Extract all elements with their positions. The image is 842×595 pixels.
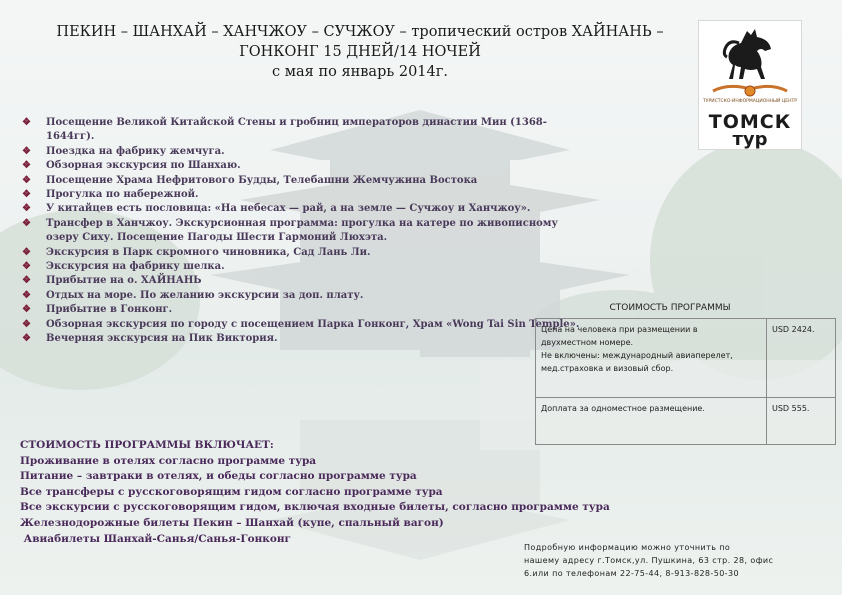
list-item: ❖ У китайцев есть пословица: «На небесах — рай, а на земле — Сучжоу и Ханчжоу». xyxy=(22,202,582,216)
includes-header: СТОИМОСТЬ ПРОГРАММЫ ВКЛЮЧАЕТ: xyxy=(20,439,274,451)
list-item: ❖ Обзорная экскурсия по Шанхаю. xyxy=(22,159,582,173)
diamond-bullet-icon: ❖ xyxy=(22,289,31,301)
program-list xyxy=(22,116,582,347)
list-item: ❖ Поездка на фабрику жемчуга. xyxy=(22,145,582,159)
diamond-bullet-icon: ❖ xyxy=(22,145,31,157)
title-line-1: ПЕКИН – ШАНХАЙ – ХАНЧЖОУ – СУЧЖОУ – тропический остров ХАЙНАНЬ – xyxy=(56,24,664,40)
contact-info: Подробную информацию можно уточнить по нашему адресу г.Томск,ул. Пушкина, 63 стр. 28, офис 6.или по телефонам 22-75-44, 8-913-828-50-30 xyxy=(524,543,774,578)
diamond-bullet-icon: ❖ xyxy=(22,203,31,215)
title-line-2: ГОНКОНГ 15 ДНЕЙ/14 НОЧЕЙ xyxy=(239,44,481,60)
list-item: ❖ Экскурсия на фабрику шелка. xyxy=(22,260,582,274)
includes-item: Все трансферы с русскоговорящим гидом согласно программе тура xyxy=(20,485,443,498)
list-item: ❖ Вечерняя экскурсия на Пик Виктория. xyxy=(22,332,582,346)
includes-section xyxy=(20,438,700,547)
diamond-bullet-icon: ❖ xyxy=(22,160,31,172)
price-value-cell: USD 2424. xyxy=(767,319,836,398)
diamond-bullet-icon: ❖ xyxy=(22,117,31,128)
logo-text-tomsk: ТОМСК xyxy=(708,111,792,133)
diamond-bullet-icon: ❖ xyxy=(22,304,31,316)
company-logo xyxy=(698,20,802,150)
list-item: ❖ Экскурсия в Парк скромного чиновника, Сад Лань Ли. xyxy=(22,246,582,260)
includes-item: Проживание в отелях согласно программе тура xyxy=(20,454,317,467)
diamond-bullet-icon: ❖ xyxy=(22,174,31,186)
includes-item: Железнодорожные билеты Пекин – Шанхай (купе, спальный вагон) xyxy=(20,516,444,529)
list-item: ❖ Прибытие в Гонконг. xyxy=(22,303,582,317)
includes-item: Авиабилеты Шанхай-Санья/Санья-Гонконг xyxy=(20,532,291,545)
includes-item: Все экскурсии с русскоговорящим гидом, включая входные билеты, согласно программе тура xyxy=(20,501,610,514)
price-desc-cell: Цена на человека при размещении в двухместном номере. Не включены: международный авиаперелет, мед.страховка и визовый сбор. xyxy=(536,319,767,398)
diamond-bullet-icon: ❖ xyxy=(22,318,31,330)
diamond-bullet-icon: ❖ xyxy=(22,333,31,345)
price-table xyxy=(535,318,836,445)
horse-icon xyxy=(699,21,801,99)
list-item: ❖ Посещение Великой Китайской Стены и гробниц императоров династии Мин (1368-1644гг). xyxy=(22,117,547,143)
logo-text-tur: тур xyxy=(732,129,768,150)
price-desc-cell: Доплата за одноместное размещение. xyxy=(536,398,767,445)
diamond-bullet-icon: ❖ xyxy=(22,246,31,258)
list-item: ❖ Обзорная экскурсия по городу с посещением Парка Гонконг, Храм «Wong Tai Sin Temple». xyxy=(22,318,582,332)
table-row xyxy=(536,319,836,398)
diamond-bullet-icon: ❖ xyxy=(22,189,31,201)
list-item: ❖ Прибытие на о. ХАЙНАНЬ xyxy=(22,274,582,288)
includes-item: Питание – завтраки в отелях, и обеды согласно программе тура xyxy=(20,470,417,483)
diamond-bullet-icon: ❖ xyxy=(22,261,31,273)
list-item: ❖ Трансфер в Ханчжоу. Экскурсионная программа: прогулка на катере по живописному озеру Сиху. Посещение Пагоды Шести Гармоний Люхэта. xyxy=(22,217,558,244)
logo-subtitle: ТУРИСТСКО-ИНФОРМАЦИОННЫЙ ЦЕНТР xyxy=(703,99,797,104)
diamond-bullet-icon: ❖ xyxy=(22,217,31,229)
title-line-3: с мая по январь 2014г. xyxy=(272,64,448,80)
price-caption: СТОИМОСТЬ ПРОГРАММЫ xyxy=(609,303,731,313)
list-item: ❖ Прогулка по набережной. xyxy=(22,188,582,202)
diamond-bullet-icon: ❖ xyxy=(22,275,31,287)
list-item: ❖ Посещение Храма Нефритового Будды, Телебашни Жемчужина Востока xyxy=(22,174,582,188)
page-title xyxy=(20,22,700,82)
price-value-cell: USD 555. xyxy=(767,398,836,445)
list-item: ❖ Отдых на море. По желанию экскурсии за доп. плату. xyxy=(22,289,582,303)
